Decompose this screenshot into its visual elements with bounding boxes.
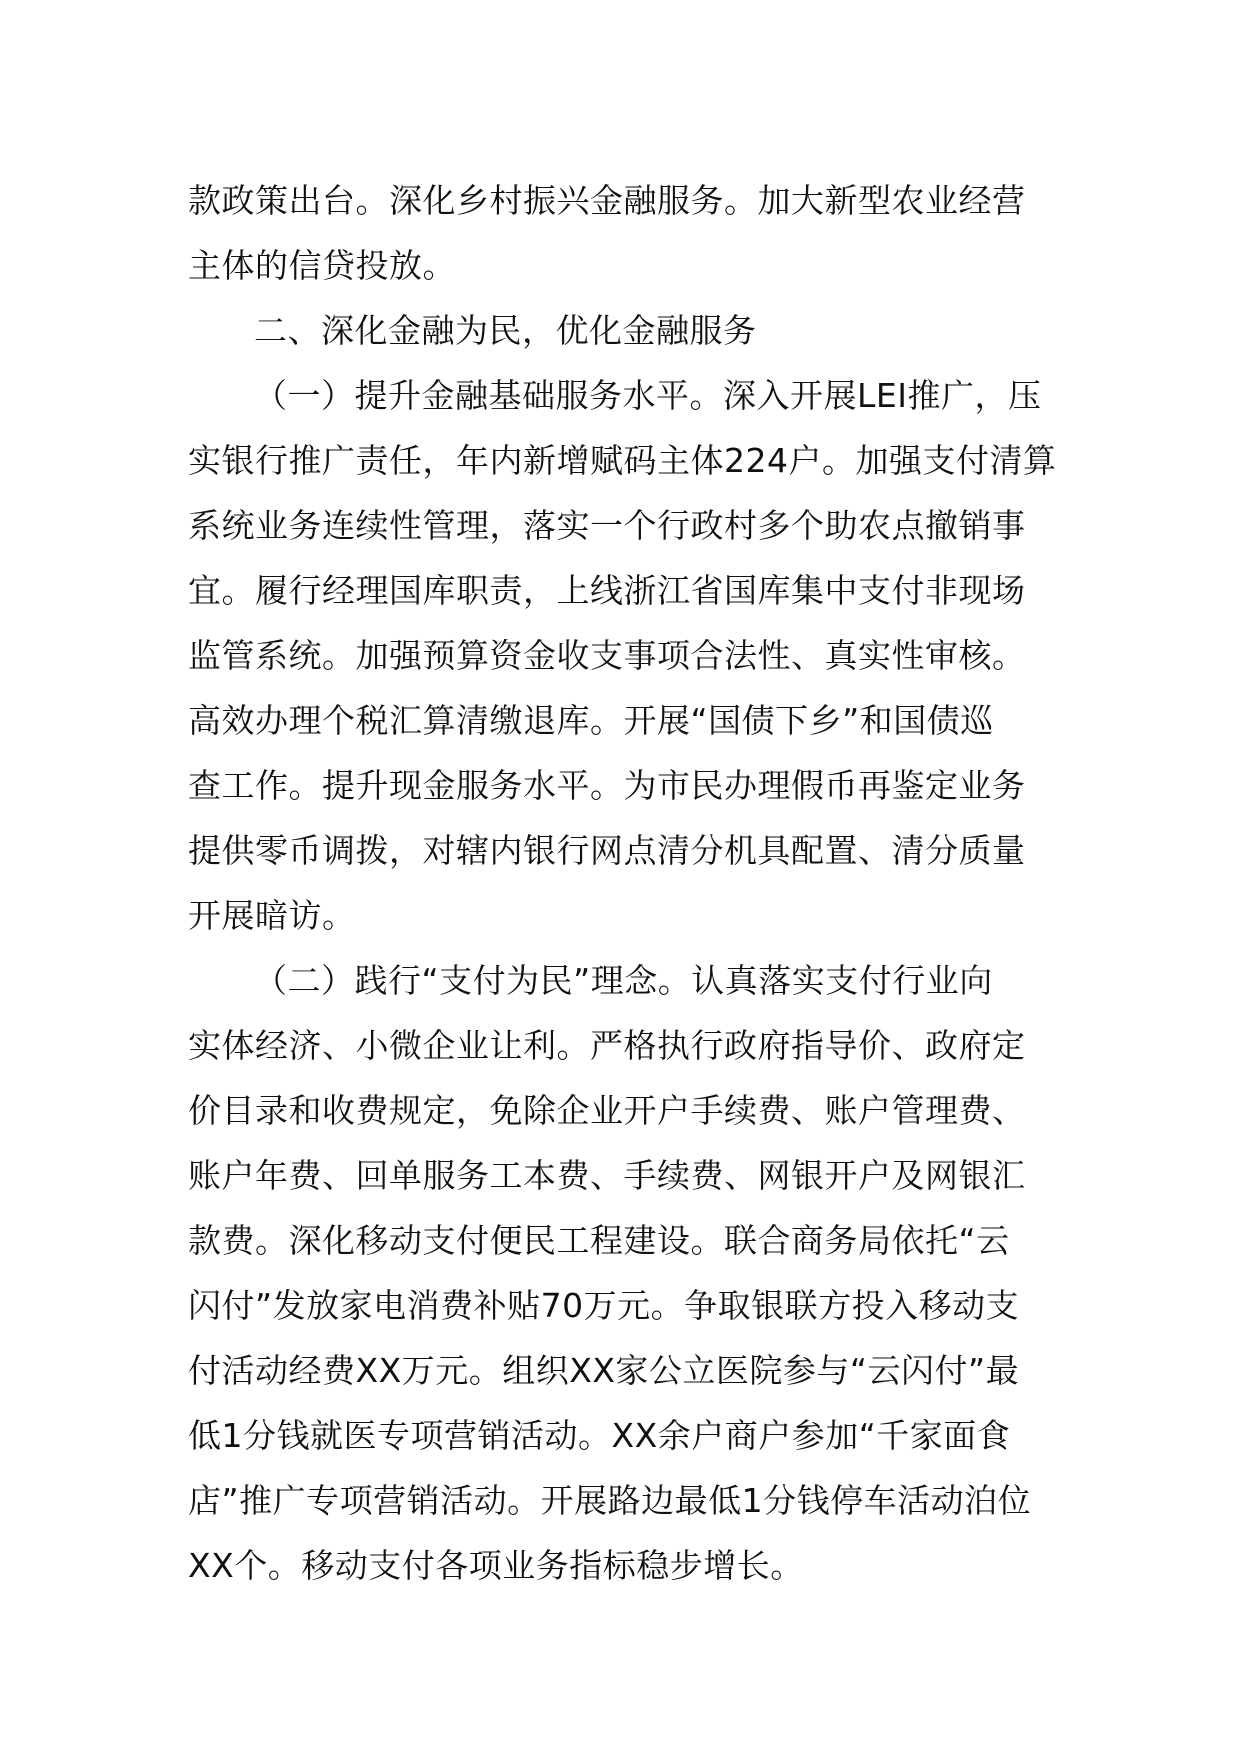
text-line: 宜。履行经理国库职责，上线浙江省国库集中支付非现场	[188, 571, 1026, 610]
text-line: 账户年费、回单服务工本费、手续费、网银开户及网银汇	[188, 1156, 1026, 1195]
text-line: 实银行推广责任，年内新增赋码主体224户。加强支付清算	[188, 441, 1057, 480]
text-line: 主体的信贷投放。	[188, 246, 456, 285]
text-line: （一）提升金融基础服务水平。深入开展LEI推广，压	[254, 376, 1042, 415]
text-line: 付活动经费XX万元。组织XX家公立医院参与“云闪付”最	[188, 1351, 1020, 1390]
text-line: XX个。移动支付各项业务指标稳步增长。	[188, 1546, 804, 1585]
text-line: 款费。深化移动支付便民工程建设。联合商务局依托“云	[188, 1221, 1010, 1260]
text-line: 闪付”发放家电消费补贴70万元。争取银联方投入移动支	[188, 1286, 1020, 1325]
text-line: 高效办理个税汇算清缴退库。开展“国债下乡”和国债巡	[188, 701, 994, 740]
text-line: 价目录和收费规定，免除企业开户手续费、账户管理费、	[188, 1091, 1026, 1130]
text-line: 开展暗访。	[188, 896, 356, 935]
text-line: 实体经济、小微企业让利。严格执行政府指导价、政府定	[188, 1026, 1026, 1065]
body-text	[188, 168, 1068, 1598]
text-line: 二、深化金融为民，优化金融服务	[254, 311, 757, 350]
text-line: 系统业务连续性管理，落实一个行政村多个助农点撤销事	[188, 506, 1026, 545]
text-line: 店”推广专项营销活动。开展路边最低1分钱停车活动泊位	[188, 1481, 1032, 1520]
text-line: 查工作。提升现金服务水平。为市民办理假币再鉴定业务	[188, 766, 1026, 805]
text-line: 提供零币调拨，对辖内银行网点清分机具配置、清分质量	[188, 831, 1026, 870]
text-line: （二）践行“支付为民”理念。认真落实支付行业向	[254, 961, 993, 1000]
text-line: 低1分钱就医专项营销活动。XX余户商户参加“千家面食	[188, 1416, 1011, 1455]
text-line: 款政策出台。深化乡村振兴金融服务。加大新型农业经营	[188, 181, 1026, 220]
text-line: 监管系统。加强预算资金收支事项合法性、真实性审核。	[188, 636, 1026, 675]
